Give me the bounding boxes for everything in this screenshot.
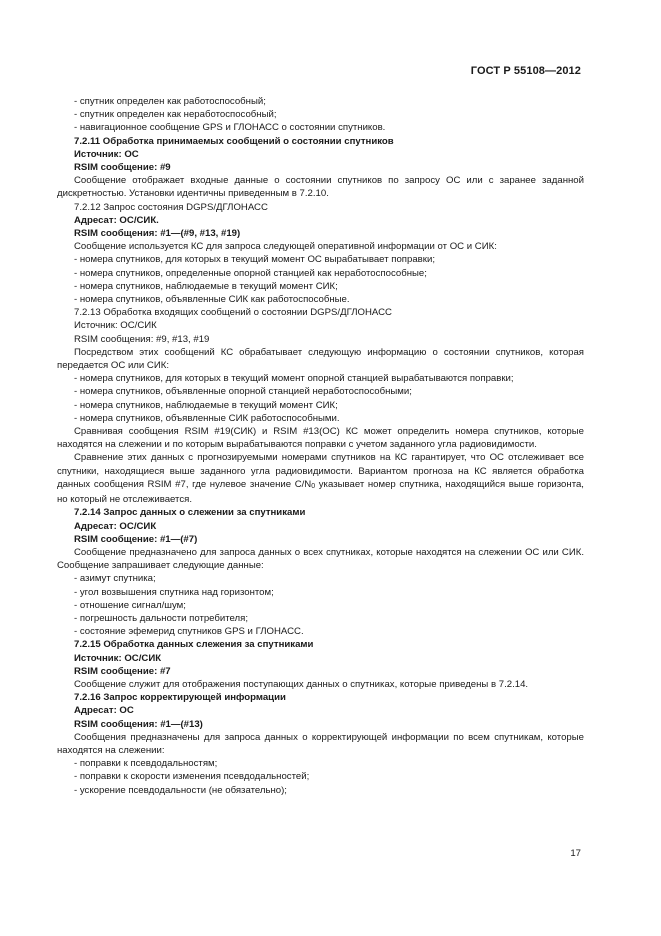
section-rsim: RSIM сообщение: #1—(#7) <box>74 533 198 545</box>
list-item: - спутник определен как неработоспособный; <box>74 109 277 121</box>
section-title-7-2-12: 7.2.12 Запрос состояния DGPS/ДГЛОНАСС <box>74 201 268 213</box>
list-item: - поправки к скорости изменения псевдодальностей; <box>74 771 310 783</box>
list-item: - номера спутников, объявленные опорной станцией неработоспособными; <box>74 386 412 398</box>
text-fragment: указывает номер спутника, находящийся выше горизонта, но который не отслеживается. <box>57 478 584 506</box>
list-item: - погрешность дальности потребителя; <box>74 612 249 624</box>
section-text: Сообщение служит для отображения поступающих данных о спутниках, которые приведены в 7.2.14. <box>74 678 529 690</box>
section-rsim: RSIM сообщения: #1—(#13) <box>74 718 203 730</box>
section-text: Сообщение предназначено для запроса данных о всех спутниках, которые находятся на слежении ОС или СИК. Сообщение запрашивает следующие данные: <box>57 546 584 572</box>
section-title-7-2-13: 7.2.13 Обработка входящих сообщений о состоянии DGPS/ДГЛОНАСС <box>74 307 392 319</box>
list-item: - спутник определен как работоспособный; <box>74 96 266 107</box>
list-item: - отношение сигнал/шум; <box>74 599 186 611</box>
section-rsim: RSIM сообщение: #7 <box>74 665 171 677</box>
section-title-7-2-15: 7.2.15 Обработка данных слежения за спутниками <box>74 639 314 651</box>
list-item: - азимут спутника; <box>74 573 156 585</box>
section-title-7-2-14: 7.2.14 Запрос данных о слежении за спутниками <box>74 507 306 519</box>
list-item: - номера спутников, для которых в текущий момент ОС вырабатывает поправки; <box>74 254 435 266</box>
list-item: - номера спутников, объявленные СИК как работоспособные. <box>74 294 350 306</box>
section-rsim: RSIM сообщения: #9, #13, #19 <box>74 333 210 345</box>
standard-header: ГОСТ Р 55108—2012 <box>470 65 581 77</box>
list-item: - номера спутников, объявленные СИК работоспособными. <box>74 412 340 424</box>
page-number: 17 <box>570 848 581 859</box>
list-item: - навигационное сообщение GPS и ГЛОНАСС о состоянии спутников. <box>74 122 386 134</box>
section-source: Источник: ОС/СИК <box>74 652 162 664</box>
section-source: Источник: ОС/СИК <box>74 320 157 332</box>
section-title-7-2-16: 7.2.16 Запрос корректирующей информации <box>74 692 286 704</box>
section-rsim: RSIM сообщение: #9 <box>74 162 171 174</box>
list-item: - номера спутников, определенные опорной станцией как неработоспособные; <box>74 267 427 279</box>
section-text: Посредством этих сообщений КС обрабатывает следующую информацию о состоянии спутников, которая передается ОС или СИК: <box>57 346 584 372</box>
section-addressee: Адресат: ОС <box>74 705 134 717</box>
list-item: - номера спутников, наблюдаемые в текущий момент СИК; <box>74 280 338 292</box>
section-text: Сообщения предназначены для запроса данных о корректирующей информации по всем спутникам, которые находятся на слежении: <box>57 731 584 756</box>
list-item: - поправки к псевдодальностям; <box>74 758 218 770</box>
list-item: - ускорение псевдодальности (не обязательно); <box>74 784 287 796</box>
list-item: - угол возвышения спутника над горизонтом; <box>74 586 274 598</box>
section-addressee: Адресат: ОС/СИК <box>74 520 157 532</box>
text-fragment: Сравнение этих данных с прогнозируемыми номерами спутников на КС гарантирует, что ОС отслеживает все спутники, находящиеся выше заданного угла радиовидимости. Вариантом прогноза на КС является обработка данных сообщения RSIM #7, где нулевое значение C/N <box>57 452 584 490</box>
list-item: - состояние эфемерид спутников GPS и ГЛОНАСС. <box>74 626 304 638</box>
section-text <box>57 451 584 506</box>
subscript: 0 <box>311 482 316 490</box>
list-item: - номера спутников, наблюдаемые в текущий момент СИК; <box>74 399 338 411</box>
section-text: Сообщение отображает входные данные о состоянии спутников по запросу ОС или с заранее заданной дискретностью. Установки идентичны приведенным в 7.2.10. <box>57 175 584 200</box>
list-item: - номера спутников, для которых в текущий момент опорной станцией вырабатываются поправки; <box>74 373 514 385</box>
page-body <box>57 95 584 797</box>
section-addressee: Адресат: ОС/СИК. <box>74 214 159 226</box>
section-text: Сравнивая сообщения RSIM #19(СИК) и RSIM #13(ОС) КС может определить номера спутников, которые находятся на слежении и по которым вырабатываются поправки с учетом заданного угла радиовидимости. <box>57 426 584 451</box>
section-rsim: RSIM сообщения: #1—(#9, #13, #19) <box>74 228 241 240</box>
section-source: Источник: ОС <box>74 148 139 160</box>
section-title-7-2-11: 7.2.11 Обработка принимаемых сообщений о состоянии спутников <box>74 135 394 147</box>
section-text: Сообщение используется КС для запроса следующей оперативной информации от ОС и СИК: <box>74 241 497 253</box>
